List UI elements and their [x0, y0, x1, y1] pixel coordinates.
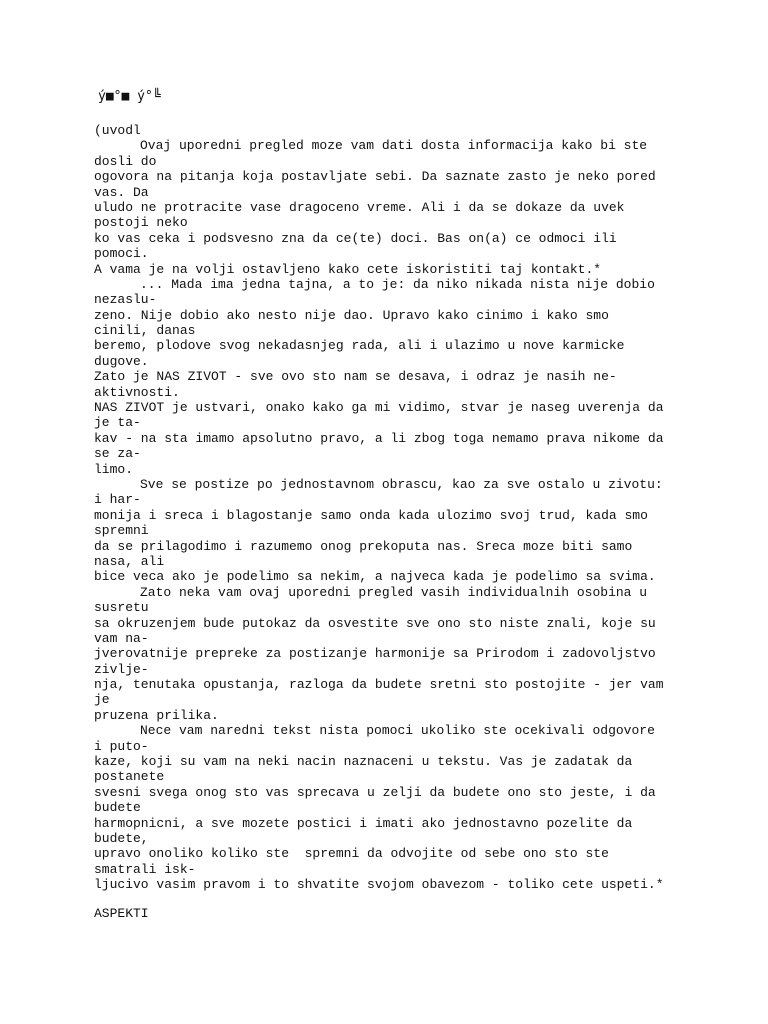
text-line: uludo ne protracite vase dragoceno vreme. Ali i da se dokaze da uvek [94, 199, 625, 215]
text-line: je ta- [94, 415, 141, 431]
text-line: Sve se postize po jednostavnom obrascu, kao za sve ostalo u zivotu: [140, 476, 663, 492]
text-line: aktivnosti. [94, 384, 180, 400]
text-line: dosli do [94, 153, 157, 169]
text-line: vas. Da [94, 184, 149, 200]
text-line: zeno. Nije dobio ako nesto nije dao. Upravo kako cinimo i kako smo [94, 307, 609, 323]
text-line: sa okruzenjem bude putokaz da osvestite sve ono sto niste znali, koje su [94, 615, 656, 631]
text-line: spremni [94, 523, 149, 539]
garbled-title: ý■°■ ý°╚ [98, 89, 161, 104]
text-line: ljucivo vasim pravom i to shvatite svojom obavezom - toliko cete uspeti.* [94, 877, 664, 893]
text-line: NAS ZIVOT je ustvari, onako kako ga mi vidimo, stvar je naseg uverenja da [94, 400, 664, 416]
text-line: Ovaj uporedni pregled moze vam dati dosta informacija kako bi ste [140, 138, 648, 154]
text-line: ogovora na pitanja koja postavljate sebi. Da saznate zasto je neko pored [94, 169, 656, 185]
text-line: se za- [94, 446, 141, 462]
text-line: Zato neka vam ovaj uporedni pregled vasih individualnih osobina u [140, 584, 648, 600]
text-line: cinili, danas [94, 323, 196, 339]
text-line: budete [94, 800, 141, 816]
text-line: nasa, ali [94, 553, 165, 569]
text-line: harmopnicni, a sve mozete postici i imati ako jednostavno pozelite da [94, 815, 633, 831]
text-line: beremo, plodove svog nekadasnjeg rada, ali i ulazimo u nove karmicke [94, 338, 625, 354]
text-line: nja, tenutaka opustanja, razloga da budete sretni sto postojite - jer vam [94, 677, 664, 693]
text-line: je [94, 692, 110, 708]
intro-text [94, 123, 734, 893]
text-line: (uvodl [94, 123, 141, 138]
text-line: kaze, koji su vam na neki nacin naznaceni u tekstu. Vas je zadatak da [94, 754, 633, 770]
text-line: zivlje- [94, 661, 149, 677]
text-line: postoji neko [94, 215, 188, 231]
text-line: nezaslu- [94, 292, 157, 308]
text-line: i puto- [94, 738, 149, 754]
text-line: kav - na sta imamo apsolutno pravo, a li zbog toga nemamo prava nikome da [94, 430, 664, 446]
text-line: vam na- [94, 630, 149, 646]
text-line: bice veca ako je podelimo sa nekim, a najveca kada je podelimo sa svima. [94, 569, 656, 585]
text-line: A vama je na volji ostavljeno kako cete iskoristiti taj kontakt.* [94, 261, 602, 277]
text-line: budete, [94, 830, 149, 846]
text-line: i har- [94, 492, 141, 508]
text-line: dugove. [94, 353, 149, 369]
text-line: smatrali isk- [94, 861, 196, 877]
section-heading-aspekti: ASPEKTI [94, 906, 149, 921]
text-line: limo. [94, 461, 134, 477]
text-line: upravo onoliko koliko ste spremni da odvojite od sebe ono sto ste [94, 846, 609, 862]
text-line: monija i sreca i blagostanje samo onda kada ulozimo svoj trud, kada smo [94, 507, 648, 523]
text-line: ... Mada ima jedna tajna, a to je: da niko nikada nista nije dobio [140, 276, 655, 292]
text-line: svesni svega onog sto vas sprecava u zelji da budete ono sto jeste, i da [94, 784, 656, 800]
text-line: ko vas ceka i podsvesno zna da ce(te) doci. Bas on(a) ce odmoci ili [94, 230, 617, 246]
text-line: Zato je NAS ZIVOT - sve ovo sto nam se desava, i odraz je nasih ne- [94, 369, 617, 385]
text-line: da se prilagodimo i razumemo onog prekoputa nas. Sreca moze biti samo [94, 538, 633, 554]
text-line: jverovatnije prepreke za postizanje harmonije sa Prirodom i zadovoljstvo [94, 646, 656, 662]
text-line: pomoci. [94, 246, 149, 262]
text-line: postanete [94, 769, 165, 785]
text-line: pruzena prilika. [94, 707, 219, 723]
text-line: Nece vam naredni tekst nista pomoci ukoliko ste ocekivali odgovore [140, 723, 655, 739]
text-line: susretu [94, 600, 149, 616]
